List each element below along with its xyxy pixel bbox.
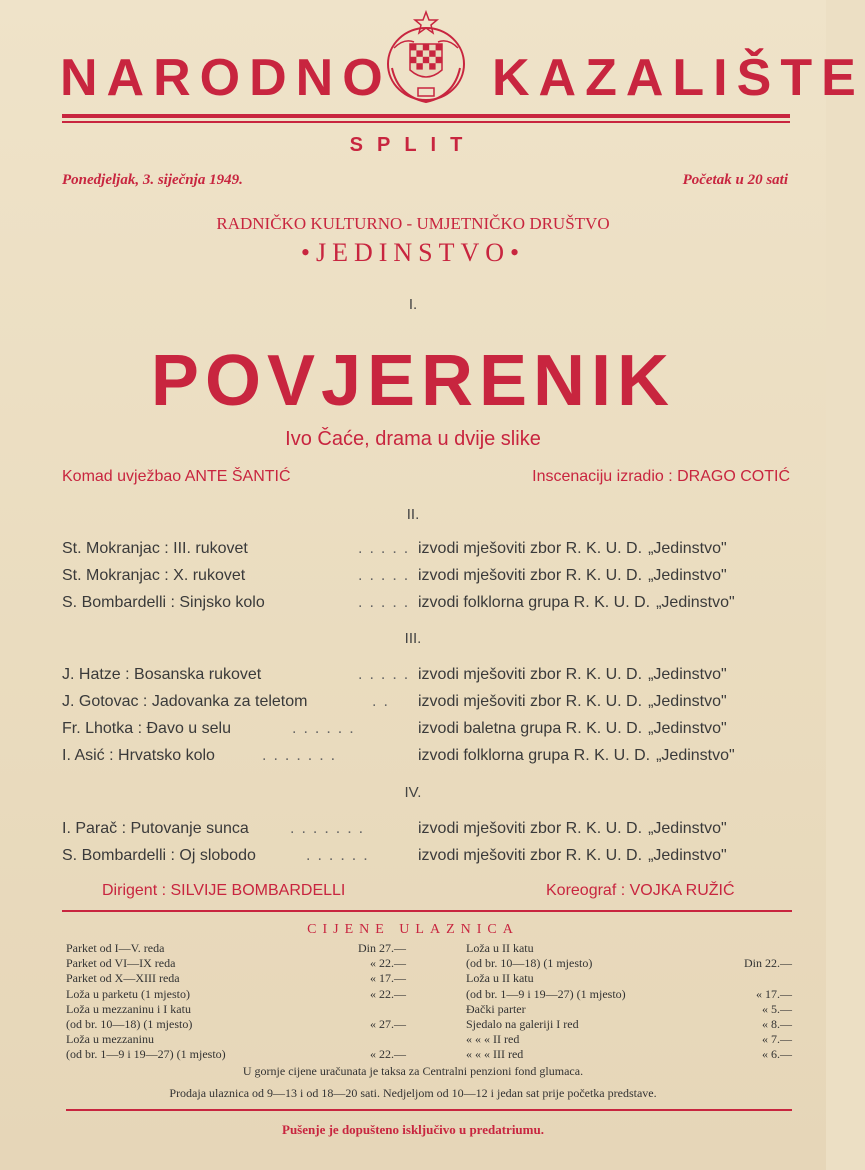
program-row: Fr. Lhotka : Đavo u selu ...... izvodi baletna grupa R. K. U. D. „Jedinstvo" xyxy=(62,720,727,737)
price-row xyxy=(66,1047,406,1062)
performer: izvodi mješoviti zbor R. K. U. D. „Jedinstvo" xyxy=(418,540,727,557)
work-title: S. Bombardelli : Oj slobodo xyxy=(62,847,256,864)
price-row xyxy=(66,971,406,986)
coat-of-arms-icon xyxy=(384,8,468,106)
footer-rule xyxy=(66,1109,792,1111)
prices-rule xyxy=(62,910,792,912)
program-row: I. Parač : Putovanje sunca ....... izvodi mješoviti zbor R. K. U. D. „Jedinstvo" xyxy=(62,820,727,837)
performance-date: Ponedjeljak, 3. siječnja 1949. xyxy=(62,172,243,188)
price-label: Loža u parketu (1 mjesto) xyxy=(66,986,190,1001)
part-numeral: I. xyxy=(408,296,418,313)
performer: izvodi mješoviti zbor R. K. U. D. „Jedinstvo" xyxy=(418,693,727,710)
work-title: St. Mokranjac : X. rukovet xyxy=(62,567,246,584)
work-title: S. Bombardelli : Sinjsko kolo xyxy=(62,594,265,611)
price-label: « « « II red xyxy=(466,1032,520,1047)
conductor-label: Dirigent : xyxy=(102,882,167,899)
performer: izvodi folklorna grupa R. K. U. D. „Jedinstvo" xyxy=(418,747,735,764)
performer: izvodi baletna grupa R. K. U. D. „Jedinstvo" xyxy=(418,720,727,737)
city: SPLIT xyxy=(349,134,477,156)
price-amount: « 22.— xyxy=(370,956,406,971)
price-amount: Din 27.— xyxy=(358,941,406,955)
price-label: (od br. 10—18) (1 mjesto) xyxy=(466,956,593,971)
price-amount: « 22.— xyxy=(370,1047,406,1062)
price-row xyxy=(66,1017,406,1032)
header-rule xyxy=(62,114,790,118)
program-row: S. Bombardelli : Sinjsko kolo ..... izvodi folklorna grupa R. K. U. D. „Jedinstvo" xyxy=(62,594,735,611)
price-row xyxy=(466,1032,792,1047)
price-row xyxy=(466,1017,792,1032)
play-subtitle: Ivo Čaće, drama u dvije slike xyxy=(285,428,541,450)
program-row: J. Hatze : Bosanska rukovet ..... izvodi mješoviti zbor R. K. U. D. „Jedinstvo" xyxy=(62,666,727,683)
conductor-credit xyxy=(102,882,345,900)
price-label: (od br. 10—18) (1 mjesto) xyxy=(66,1017,193,1031)
price-label: Loža u mezzaninu i I katu xyxy=(66,1001,191,1016)
program-row: St. Mokranjac : X. rukovet ..... izvodi mješoviti zbor R. K. U. D. „Jedinstvo" xyxy=(62,567,727,584)
choreographer-label: Koreograf : xyxy=(546,882,626,899)
program-row: I. Asić : Hrvatsko kolo ....... izvodi folklorna grupa R. K. U. D. „Jedinstvo" xyxy=(62,747,735,764)
price-label: Loža u II katu xyxy=(466,971,534,986)
conductor-name: SILVIJE BOMBARDELLI xyxy=(170,882,346,899)
choreographer-name: VOJKA RUŽIĆ xyxy=(629,882,735,899)
prices-title: CIJENE ULAZNICA xyxy=(307,922,519,937)
section-numeral: IV. xyxy=(404,784,422,801)
header-rule-thin xyxy=(62,121,790,123)
price-amount: « 7.— xyxy=(762,1032,792,1047)
price-amount: « 17.— xyxy=(756,986,792,1001)
price-label: Sjedalo na galeriji I red xyxy=(466,1017,579,1031)
price-row xyxy=(466,1002,792,1017)
work-title: St. Mokranjac : III. rukovet xyxy=(62,540,248,557)
play-title: POVJERENIK xyxy=(150,341,676,421)
smoking-notice: Pušenje je dopušteno isključivo u predatriumu. xyxy=(282,1122,544,1137)
work-title: Fr. Lhotka : Đavo u selu xyxy=(62,720,231,737)
price-row xyxy=(66,1032,406,1047)
price-row xyxy=(66,1002,406,1017)
start-time: Početak u 20 sati xyxy=(682,172,788,188)
director-label: Komad uvježbao xyxy=(62,468,182,485)
program-row: S. Bombardelli : Oj slobodo ...... izvodi mješoviti zbor R. K. U. D. „Jedinstvo" xyxy=(62,847,727,864)
price-row xyxy=(66,941,406,956)
performer: izvodi mješoviti zbor R. K. U. D. „Jedinstvo" xyxy=(418,666,727,683)
performer: izvodi mješoviti zbor R. K. U. D. „Jedinstvo" xyxy=(418,847,727,864)
choreographer-credit xyxy=(546,882,735,900)
price-row xyxy=(466,971,792,986)
society-name: •JEDINSTVO• xyxy=(300,238,526,267)
price-amount: « 22.— xyxy=(370,986,406,1001)
price-label: (od br. 1—9 i 19—27) (1 mjesto) xyxy=(466,986,626,1001)
price-label: Đački parter xyxy=(466,1001,526,1016)
price-label: Parket od I—V. reda xyxy=(66,941,165,955)
section-numeral: II. xyxy=(406,506,420,523)
program-row: J. Gotovac : Jadovanka za teletom .. izvodi mješoviti zbor R. K. U. D. „Jedinstvo" xyxy=(62,693,727,710)
price-amount: « 6.— xyxy=(762,1047,792,1062)
director-name: ANTE ŠANTIĆ xyxy=(184,468,291,485)
title-right: KAZALIŠTE xyxy=(492,49,865,107)
price-amount: « 8.— xyxy=(762,1017,792,1031)
tax-note: U gornje cijene uračunata je taksa za Centralni penzioni fond glumaca. xyxy=(242,1064,584,1078)
society-line: RADNIČKO KULTURNO - UMJETNIČKO DRUŠTVO xyxy=(216,214,610,233)
price-amount: « 27.— xyxy=(370,1017,406,1031)
staging-name: DRAGO COTIĆ xyxy=(677,468,790,485)
price-label: « « « III red xyxy=(466,1047,524,1062)
work-title: I. Asić : Hrvatsko kolo xyxy=(62,747,215,764)
price-label: Parket od VI—IX reda xyxy=(66,956,176,971)
price-row xyxy=(466,941,792,956)
work-title: J. Gotovac : Jadovanka za teletom xyxy=(62,693,308,710)
program-row: St. Mokranjac : III. rukovet ..... izvodi mješoviti zbor R. K. U. D. „Jedinstvo" xyxy=(62,540,727,557)
price-amount: « 17.— xyxy=(370,971,406,986)
work-title: J. Hatze : Bosanska rukovet xyxy=(62,666,262,683)
price-row xyxy=(466,987,792,1002)
performer: izvodi mješoviti zbor R. K. U. D. „Jedinstvo" xyxy=(418,567,727,584)
ticket-sales-hours: Prodaja ulaznica od 9—13 i od 18—20 sati. Nedjeljom od 10—12 i jedan sat prije početka predstave. xyxy=(169,1086,657,1100)
price-row xyxy=(466,1047,792,1062)
price-amount: Din 22.— xyxy=(744,956,792,971)
price-label: Loža u II katu xyxy=(466,941,534,955)
director-credit xyxy=(62,468,291,486)
performer: izvodi folklorna grupa R. K. U. D. „Jedinstvo" xyxy=(418,594,735,611)
staging-credit xyxy=(532,468,790,486)
price-row xyxy=(66,956,406,971)
staging-label: Inscenaciju izradio : xyxy=(532,468,673,485)
performer: izvodi mješoviti zbor R. K. U. D. „Jedinstvo" xyxy=(418,820,727,837)
work-title: I. Parač : Putovanje sunca xyxy=(62,820,249,837)
price-label: (od br. 1—9 i 19—27) (1 mjesto) xyxy=(66,1047,226,1062)
price-row xyxy=(466,956,792,971)
price-label: Loža u mezzaninu xyxy=(66,1032,154,1047)
price-amount: « 5.— xyxy=(762,1001,792,1016)
title-left: NARODNO xyxy=(60,49,392,107)
section-numeral: III. xyxy=(404,630,422,647)
price-label: Parket od X—XIII reda xyxy=(66,971,180,986)
price-row xyxy=(66,987,406,1002)
